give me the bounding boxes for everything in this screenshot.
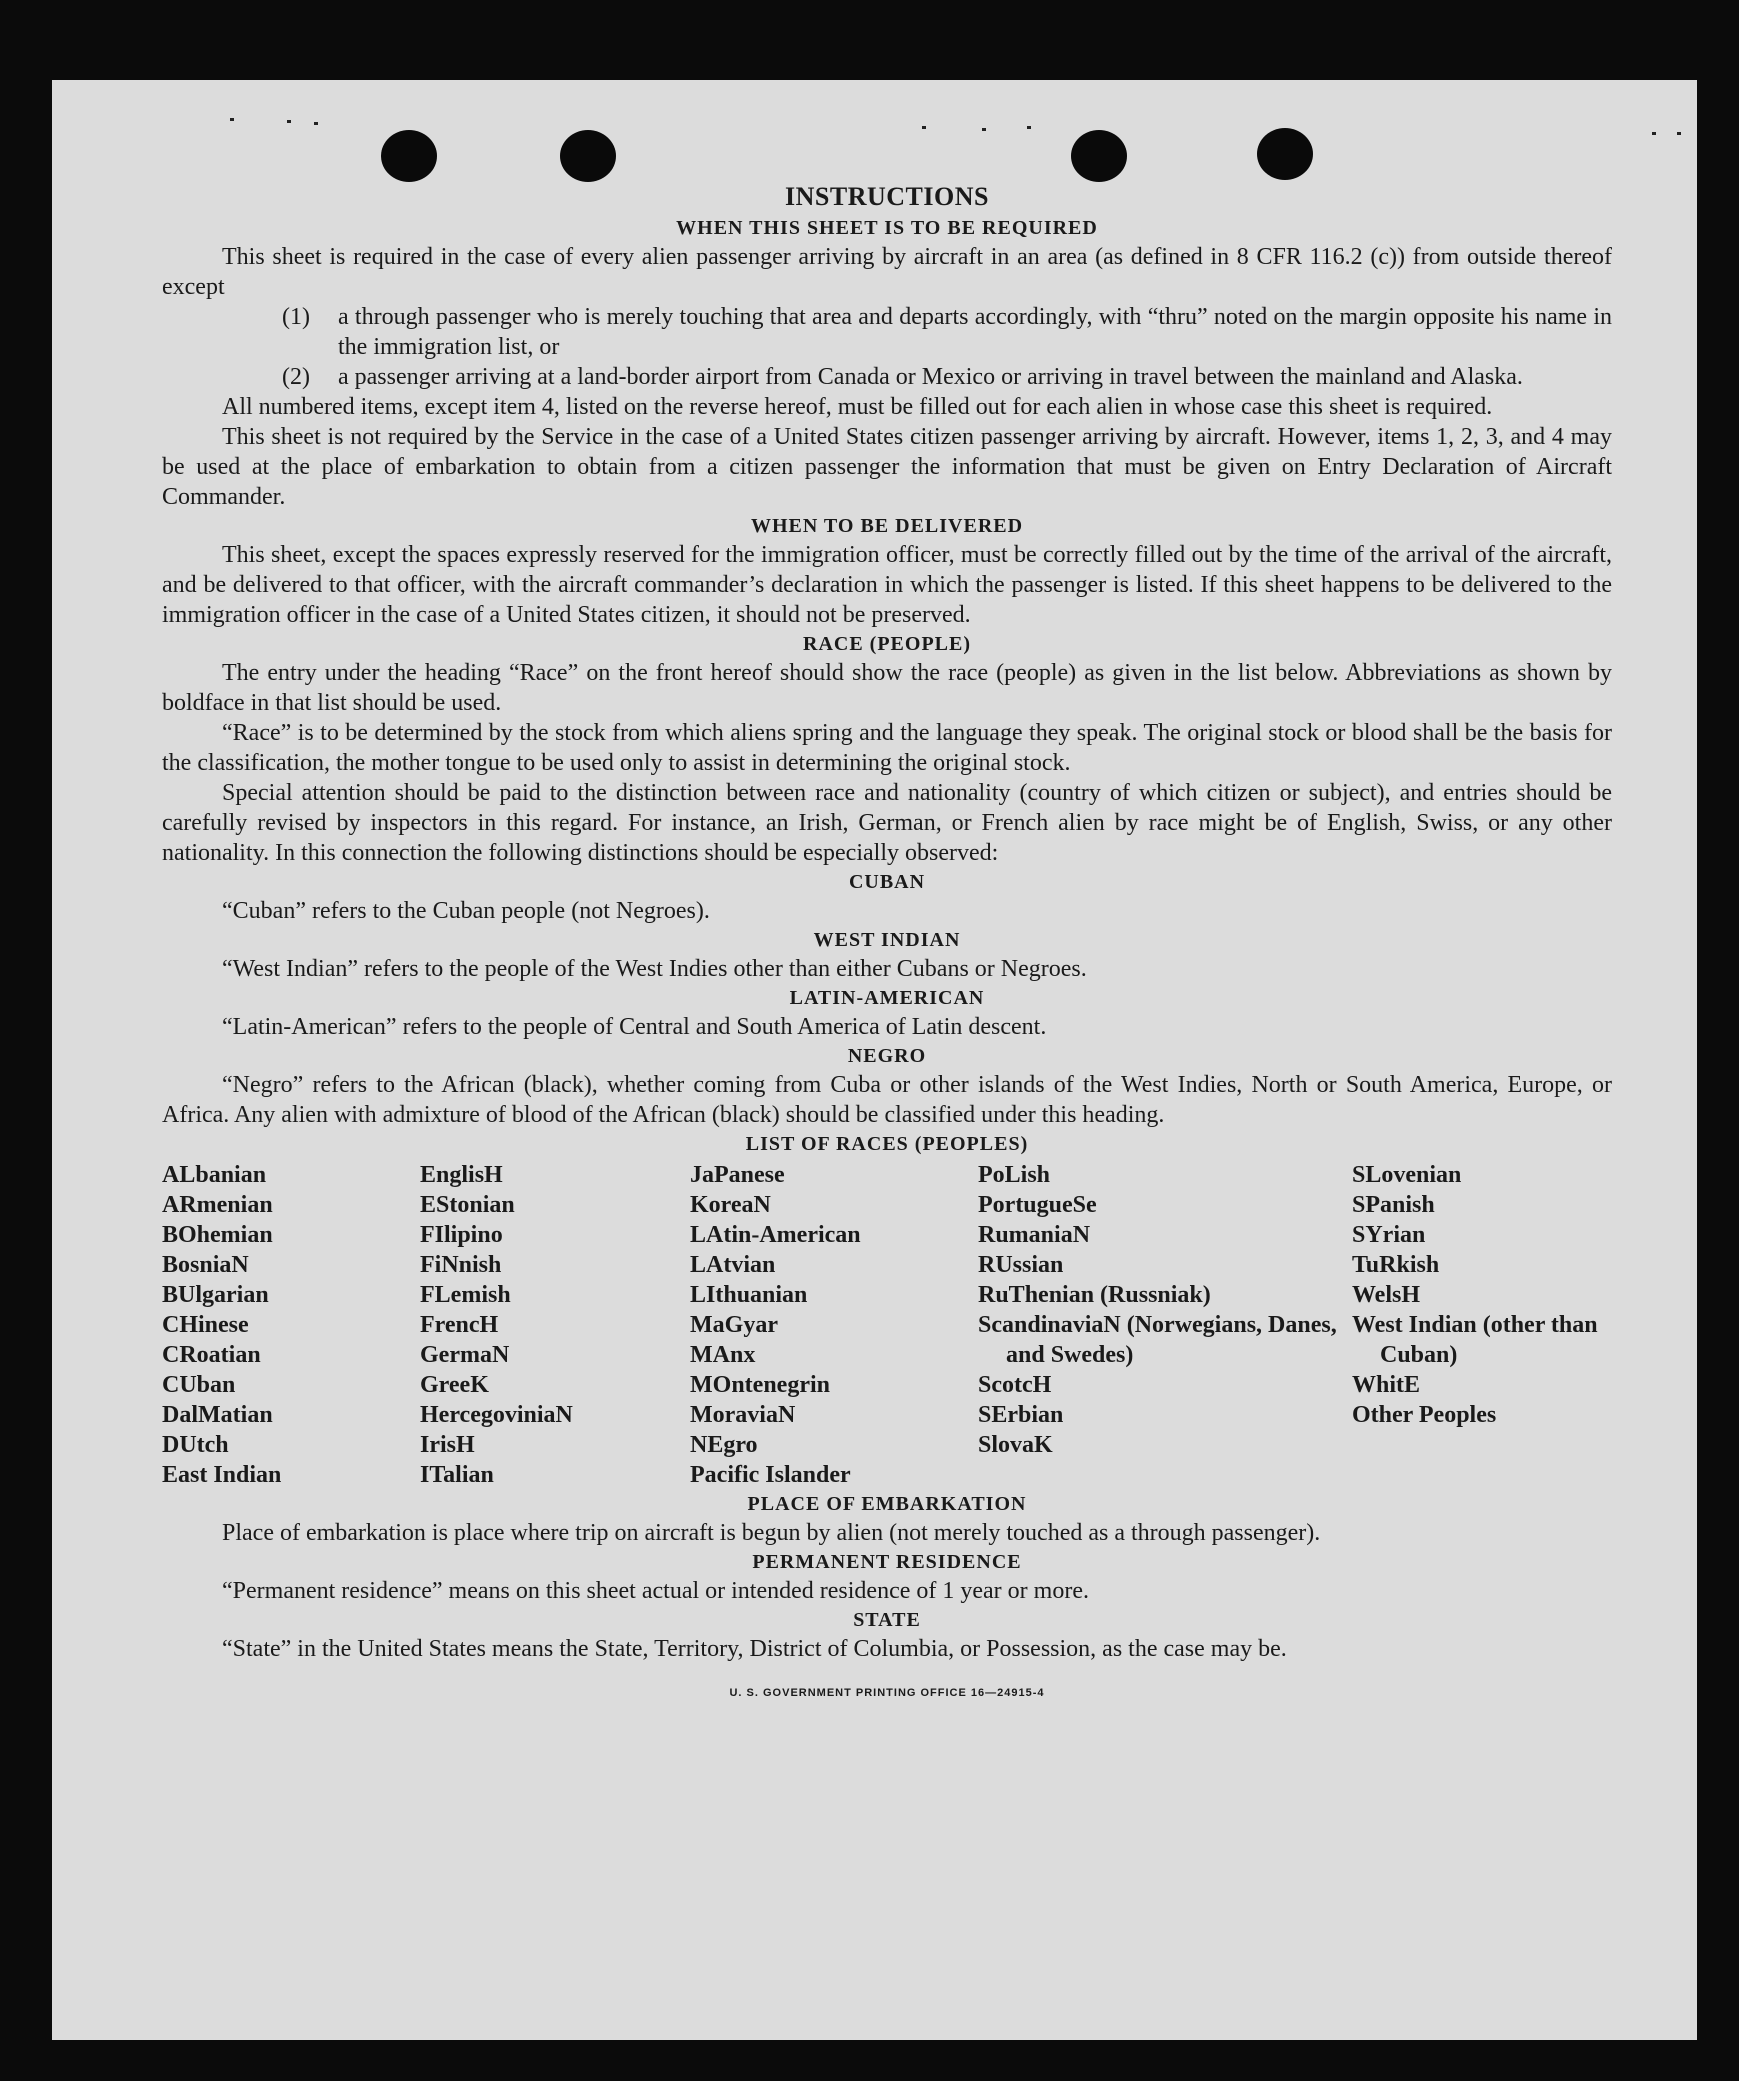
race-entry: ScotcH bbox=[978, 1372, 1052, 1398]
list-item bbox=[282, 302, 1612, 362]
race-entry: MAnx bbox=[690, 1342, 756, 1368]
race-entry: FIlipino bbox=[420, 1222, 503, 1248]
race-entry: TuRkish bbox=[1352, 1252, 1440, 1278]
race-entry: ARmenian bbox=[162, 1192, 273, 1218]
section-heading: WEST INDIAN bbox=[813, 929, 961, 951]
section-heading: RACE (PEOPLE) bbox=[803, 633, 971, 655]
race-entry: MoraviaN bbox=[690, 1402, 796, 1428]
dust-speck bbox=[982, 128, 986, 131]
punch-hole bbox=[560, 130, 616, 182]
race-entry: ScandinaviaN (Norwegians, Danes, and Swedes) bbox=[978, 1312, 1337, 1368]
race-entry: BosniaN bbox=[162, 1252, 249, 1278]
section-heading: NEGRO bbox=[847, 1045, 927, 1067]
race-entry: EnglisH bbox=[420, 1162, 503, 1188]
race-entry: East Indian bbox=[162, 1462, 282, 1488]
race-entry: MaGyar bbox=[690, 1312, 778, 1338]
section-heading: WHEN TO BE DELIVERED bbox=[750, 515, 1024, 537]
race-entry: FLemish bbox=[420, 1282, 511, 1308]
page-title: INSTRUCTIONS bbox=[785, 182, 989, 211]
race-entry: SErbian bbox=[978, 1402, 1064, 1428]
punch-hole bbox=[1257, 128, 1313, 180]
paragraph: This sheet, except the spaces expressly reserved for the immigration officer, must be correctly filled out by the time of the arrival of the aircraft, and be delivered to that officer, with the aircraft commander’s declaration in which the passenger is listed. If this sheet happens to be delivered to the immigration officer in the case of a United States citizen, it should not be preserved. bbox=[162, 542, 1612, 628]
race-entry: KoreaN bbox=[690, 1192, 771, 1218]
race-entry: RUssian bbox=[978, 1252, 1064, 1278]
race-entry: CHinese bbox=[162, 1312, 249, 1338]
race-entry: SlovaK bbox=[978, 1432, 1053, 1458]
race-entry: GreeK bbox=[420, 1372, 489, 1398]
paragraph: Special attention should be paid to the distinction between race and nationality (country of which citizen or subject), and entries should be carefully revised by inspectors in this regard. For instance, an Irish, German, or French alien by race might be of English, Swiss, or any other nationality. In this connection the following distinctions should be especially observed: bbox=[162, 780, 1612, 866]
dust-speck bbox=[1677, 132, 1681, 135]
document-page bbox=[52, 80, 1697, 2040]
race-column bbox=[162, 1160, 420, 1490]
race-entry: RumaniaN bbox=[978, 1222, 1091, 1248]
race-entry: ITalian bbox=[420, 1462, 494, 1488]
race-entry: CUban bbox=[162, 1372, 236, 1398]
item-text: a through passenger who is merely touching that area and departs accordingly, with “thru” noted on the margin opposite his name in the immigration list, or bbox=[338, 304, 1612, 360]
paragraph: “Cuban” refers to the Cuban people (not Negroes). bbox=[222, 898, 710, 924]
paragraph: “State” in the United States means the State, Territory, District of Columbia, or Possession, as the case may be. bbox=[222, 1636, 1287, 1662]
race-entry: IrisH bbox=[420, 1432, 475, 1458]
section-heading: PLACE OF EMBARKATION bbox=[747, 1493, 1027, 1515]
dust-speck bbox=[230, 118, 234, 121]
race-entry: FiNnish bbox=[420, 1252, 502, 1278]
race-entry: DUtch bbox=[162, 1432, 229, 1458]
race-entry: SYrian bbox=[1352, 1222, 1426, 1248]
race-column bbox=[1352, 1160, 1612, 1490]
race-entry: CRoatian bbox=[162, 1342, 261, 1368]
race-entry: BOhemian bbox=[162, 1222, 273, 1248]
paragraph: “Negro” refers to the African (black), whether coming from Cuba or other islands of the West Indies, North or South America, Europe, or Africa. Any alien with admixture of blood of the African (black) should be classified under this heading. bbox=[162, 1072, 1612, 1128]
race-entry: WelsH bbox=[1352, 1282, 1421, 1308]
race-entry: LAtin-American bbox=[690, 1222, 861, 1248]
race-entry: LIthuanian bbox=[690, 1282, 808, 1308]
race-entry: HercegoviniaN bbox=[420, 1402, 573, 1428]
race-entry: PortugueSe bbox=[978, 1192, 1097, 1218]
punch-hole bbox=[1071, 130, 1127, 182]
paragraph: This sheet is required in the case of every alien passenger arriving by aircraft in an area (as defined in 8 CFR 116.2 (c)) from outside thereof except bbox=[162, 244, 1612, 300]
race-entry: MOntenegrin bbox=[690, 1372, 830, 1398]
race-entry: DalMatian bbox=[162, 1402, 273, 1428]
dust-speck bbox=[1652, 132, 1656, 135]
race-entry: GermaN bbox=[420, 1342, 510, 1368]
race-entry: WhitE bbox=[1352, 1372, 1421, 1398]
list-item bbox=[282, 362, 1612, 392]
section-heading: PERMANENT RESIDENCE bbox=[752, 1551, 1022, 1573]
item-number: (1) bbox=[282, 304, 310, 330]
section-heading: CUBAN bbox=[848, 871, 926, 893]
race-entry: Pacific Islander bbox=[690, 1462, 851, 1488]
section-heading: STATE bbox=[853, 1609, 921, 1631]
section-heading: LIST OF RACES (PEOPLES) bbox=[745, 1133, 1029, 1155]
section-heading: WHEN THIS SHEET IS TO BE REQUIRED bbox=[676, 217, 1098, 239]
section-heading: LATIN-AMERICAN bbox=[789, 987, 985, 1009]
race-entry: JaPanese bbox=[690, 1162, 785, 1188]
punch-hole bbox=[381, 130, 437, 182]
dust-speck bbox=[1027, 126, 1031, 129]
paragraph: All numbered items, except item 4, listed on the reverse hereof, must be filled out for each alien in whose case this sheet is required. bbox=[222, 394, 1493, 420]
race-entry: SPanish bbox=[1352, 1192, 1435, 1218]
paragraph: This sheet is not required by the Service in the case of a United States citizen passenger arriving by aircraft. However, items 1, 2, 3, and 4 may be used at the place of embarkation to obtain from a citizen passenger the information that must be given on Entry Declaration of Aircraft Commander. bbox=[162, 424, 1612, 510]
race-entry: SLovenian bbox=[1352, 1162, 1462, 1188]
race-entry: EStonian bbox=[420, 1192, 515, 1218]
race-list bbox=[162, 1160, 1612, 1490]
race-entry: FrencH bbox=[420, 1312, 499, 1338]
race-entry: West Indian (other than Cuban) bbox=[1352, 1312, 1598, 1368]
dust-speck bbox=[314, 122, 318, 125]
paragraph: The entry under the heading “Race” on the front hereof should show the race (people) as given in the list below. Abbreviations as shown by boldface in that list should be used. bbox=[162, 660, 1612, 716]
race-column bbox=[420, 1160, 690, 1490]
dust-speck bbox=[922, 126, 926, 129]
race-column bbox=[978, 1160, 1352, 1490]
paragraph: Place of embarkation is place where trip on aircraft is begun by alien (not merely touched as a through passenger). bbox=[222, 1520, 1321, 1546]
race-entry: PoLish bbox=[978, 1162, 1051, 1188]
race-entry: RuThenian (Russniak) bbox=[978, 1282, 1211, 1308]
race-column bbox=[690, 1160, 978, 1490]
item-number: (2) bbox=[282, 364, 310, 390]
paragraph: “West Indian” refers to the people of the West Indies other than either Cubans or Negroes. bbox=[222, 956, 1087, 982]
race-entry: ALbanian bbox=[162, 1162, 267, 1188]
race-entry: NEgro bbox=[690, 1432, 758, 1458]
paragraph: “Permanent residence” means on this sheet actual or intended residence of 1 year or more. bbox=[222, 1578, 1089, 1604]
dust-speck bbox=[287, 120, 291, 123]
race-entry: Other Peoples bbox=[1352, 1402, 1497, 1428]
paragraph: “Latin-American” refers to the people of Central and South America of Latin descent. bbox=[222, 1014, 1047, 1040]
paragraph: “Race” is to be determined by the stock from which aliens spring and the language they speak. The original stock or blood shall be the basis for the classification, the mother tongue to be used only to assist in determining the original stock. bbox=[162, 720, 1612, 776]
race-entry: BUlgarian bbox=[162, 1282, 269, 1308]
race-entry: LAtvian bbox=[690, 1252, 776, 1278]
item-text: a passenger arriving at a land-border airport from Canada or Mexico or arriving in travel between the mainland and Alaska. bbox=[338, 364, 1523, 390]
printer-imprint: U. S. GOVERNMENT PRINTING OFFICE 16—24915-4 bbox=[729, 1687, 1045, 1699]
instructions-content bbox=[162, 180, 1612, 1708]
